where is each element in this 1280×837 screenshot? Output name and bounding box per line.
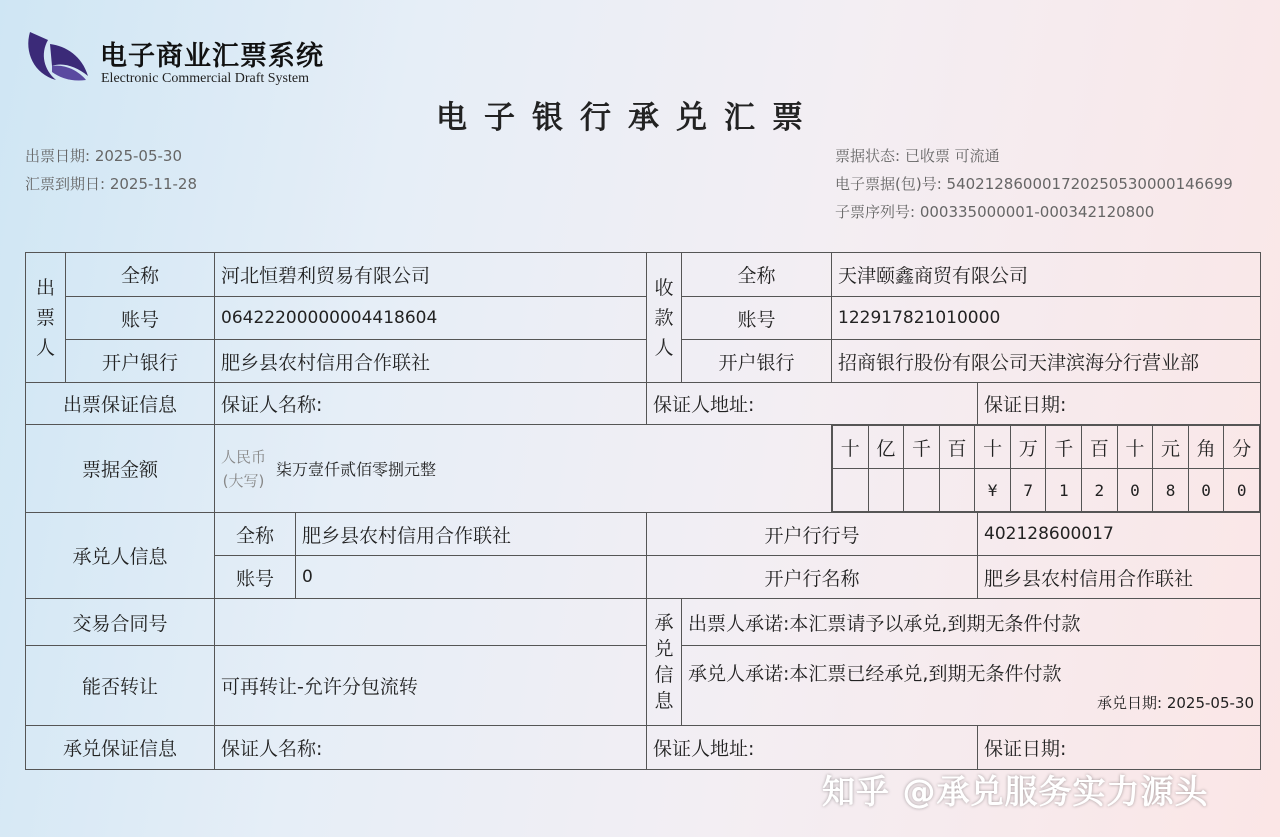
ecds-logo-icon [22,22,92,86]
drawer-name: 河北恒碧利贸易有限公司 [215,253,647,297]
amount-unit-cell: 亿 [868,426,904,469]
amount-digit-cell [833,469,869,512]
amount-unit-cell: 分 [1224,426,1260,469]
amount-digit-cell: 0 [1188,469,1224,512]
payee-account: 122917821010000 [832,297,1261,340]
amount-unit-cell: 十 [975,426,1011,469]
amount-digit-cell [868,469,904,512]
maturity-date: 汇票到期日: 2025-11-28 [25,175,198,193]
drawer-guarantee-date: 保证日期: [978,383,1261,425]
drawer-name-label: 全称 [66,253,215,297]
transferable-value: 可再转让-允许分包流转 [215,646,647,726]
acceptor-account: 0 [296,556,647,599]
acceptor-account-label: 账号 [215,556,296,599]
amount-label: 票据金额 [26,425,215,513]
acceptance-date: 承兑日期: 2025-05-30 [1096,693,1255,712]
acceptor-bank-name-label: 开户行名称 [647,556,978,599]
amount-digits-cell [832,425,1261,513]
amount-digit-cell: 0 [1224,469,1260,512]
amount-digit-cell: 7 [1010,469,1046,512]
drawer-guarantee-label: 出票保证信息 [26,383,215,425]
contract-number-label: 交易合同号 [26,599,215,646]
amount-unit-cell: 元 [1153,426,1189,469]
payee-name-label: 全称 [682,253,832,297]
drawer-account: 06422200000004418604 [215,297,647,340]
drawer-bank: 肥乡县农村信用合作联社 [215,340,647,383]
drawer-account-label: 账号 [66,297,215,340]
amount-unit-cell: 十 [1117,426,1153,469]
amount-digit-cell [904,469,940,512]
acceptor-promise: 承兑人承诺:本汇票已经承兑,到期无条件付款 [688,662,1062,685]
bill-package-number: 电子票据(包)号: 540212860001720250530000146699 [835,175,1233,193]
contract-number [215,599,647,646]
amount-unit-cell: 千 [904,426,940,469]
document-title: 电子银行承兑汇票 [436,100,820,136]
drawer-guarantor-address: 保证人地址: [647,383,978,425]
acceptance-section-label: 承 兑 信 息 [647,599,682,726]
payee-section-label: 收 款 人 [647,253,682,383]
sub-bill-serial: 子票序列号: 000335000001-000342120800 [835,203,1155,221]
payee-name: 天津颐鑫商贸有限公司 [832,253,1261,297]
amount-unit-cell: 万 [1010,426,1046,469]
payee-bank-label: 开户银行 [682,340,832,383]
amount-in-words: 柒万壹仟贰佰零捌元整 [276,460,437,479]
acceptance-guarantor-name: 保证人名称: [215,726,647,770]
drawer-guarantor-name: 保证人名称: [215,383,647,425]
payee-account-label: 账号 [682,297,832,340]
amount-digit-cell: 2 [1082,469,1118,512]
amount-digit-cell: 0 [1117,469,1153,512]
logo-title-cn: 电子商业汇票系统 [100,41,324,72]
amount-digit-cell [939,469,975,512]
amount-digit-cell: 8 [1153,469,1189,512]
amount-digit-cell: ¥ [975,469,1011,512]
amount-unit-cell: 百 [1082,426,1118,469]
acceptor-bank-no: 402128600017 [978,513,1261,556]
bill-details-table [25,252,1261,770]
amount-unit-cell: 角 [1188,426,1224,469]
acceptor-bank-name: 肥乡县农村信用合作联社 [978,556,1261,599]
acceptance-guarantee-label: 承兑保证信息 [26,726,215,770]
acceptor-name-label: 全称 [215,513,296,556]
acceptor-name: 肥乡县农村信用合作联社 [296,513,647,556]
acceptance-guarantor-address: 保证人地址: [647,726,978,770]
acceptor-bank-no-label: 开户行行号 [647,513,978,556]
bill-status: 票据状态: 已收票 可流通 [835,147,1000,165]
amount-unit-cell: 千 [1046,426,1082,469]
acceptor-promise-cell [682,646,1261,726]
amount-unit-cell: 百 [939,426,975,469]
amount-unit-cell: 十 [833,426,869,469]
issue-date: 出票日期: 2025-05-30 [25,147,183,165]
transferable-label: 能否转让 [26,646,215,726]
payee-bank: 招商银行股份有限公司天津滨海分行营业部 [832,340,1261,383]
amount-digits-grid [832,425,1260,512]
acceptance-guarantee-date: 保证日期: [978,726,1261,770]
watermark-text: 知乎 @承兑服务实力源头 [822,772,1209,811]
drawer-bank-label: 开户银行 [66,340,215,383]
drawer-promise: 出票人承诺:本汇票请予以承兑,到期无条件付款 [682,599,1261,646]
drawer-section-label: 出 票 人 [26,253,66,383]
amount-digit-cell: 1 [1046,469,1082,512]
acceptor-label: 承兑人信息 [26,513,215,599]
amount-words-cell [215,425,832,513]
logo-title-en: Electronic Commercial Draft System [101,71,309,86]
currency-label: 人民币 (大写) [221,447,267,490]
